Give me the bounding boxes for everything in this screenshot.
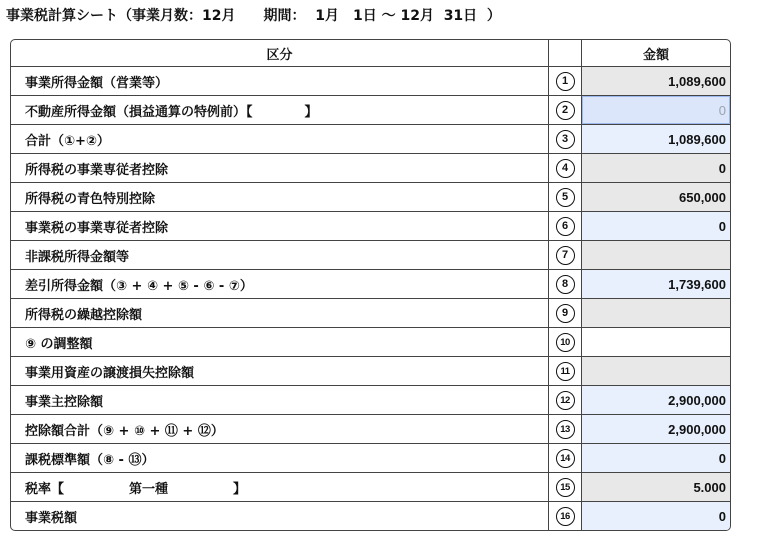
row-number-cell [549,415,582,443]
row-label: ⑨ の調整額 [11,328,549,356]
amount-field[interactable]: 2,900,000 [582,386,730,414]
row-label: 事業主控除額 [11,386,549,414]
amount-field[interactable]: 0 [582,212,730,240]
circled-number: 11 [556,362,575,381]
circled-number: 9 [556,304,575,323]
table-row [11,125,730,154]
amount-field[interactable]: 5.000 [582,473,730,501]
amount-field[interactable] [582,299,730,327]
row-number-cell [549,96,582,124]
row-label: 差引所得金額（③ + ④ + ⑤ - ⑥ - ⑦） [11,270,549,298]
table-row [11,357,730,386]
row-number-cell [549,125,582,153]
circled-number: 7 [556,246,575,265]
table-row [11,212,730,241]
amount-field[interactable]: 2,900,000 [582,415,730,443]
table-row [11,473,730,502]
table-row [11,270,730,299]
row-label: 不動産所得金額（損益通算の特例前）【 】 [11,96,549,124]
amount-field[interactable]: 0 [582,96,730,124]
table-row [11,154,730,183]
row-number-cell [549,154,582,182]
row-number-cell [549,473,582,501]
circled-number: 14 [556,449,575,468]
row-label: 課税標準額（⑧ - ⑬） [11,444,549,472]
row-number-cell [549,386,582,414]
table-body [11,67,730,530]
circled-number: 3 [556,130,575,149]
row-label: 税率【 第一種 】 [11,473,549,501]
table-row [11,386,730,415]
amount-field[interactable]: 0 [582,154,730,182]
table-row [11,96,730,125]
amount-field[interactable] [582,328,730,356]
row-number-cell [549,270,582,298]
row-number-cell [549,328,582,356]
circled-number: 6 [556,217,575,236]
table-row [11,299,730,328]
row-number-cell [549,212,582,240]
amount-field[interactable]: 0 [582,444,730,472]
row-label: 事業用資産の譲渡損失控除額 [11,357,549,385]
row-number-cell [549,502,582,530]
amount-field[interactable]: 1,739,600 [582,270,730,298]
header-amount: 金額 [642,46,669,62]
row-number-cell [549,183,582,211]
row-label: 非課税所得金額等 [11,241,549,269]
row-label: 事業税額 [11,502,549,530]
row-number-cell [549,357,582,385]
row-number-cell [549,299,582,327]
row-label: 事業所得金額（営業等） [11,67,549,95]
table-row [11,183,730,212]
circled-number: 12 [556,391,575,410]
circled-number: 2 [556,101,575,120]
amount-field[interactable]: 1,089,600 [582,125,730,153]
tax-table [10,39,731,531]
header-number [549,40,582,66]
circled-number: 5 [556,188,575,207]
table-row [11,67,730,96]
sheet-title: 事業税計算シート（事業月数：12月 期間： 1月 1日 ～ 12月 31日 ） [6,8,501,24]
header-category: 区分 [11,40,549,66]
row-label: 事業税の事業専従者控除 [11,212,549,240]
circled-number: 8 [556,275,575,294]
circled-number: 15 [556,478,575,497]
circled-number: 1 [556,72,575,91]
row-label: 所得税の青色特別控除 [11,183,549,211]
circled-number: 4 [556,159,575,178]
amount-field[interactable] [582,357,730,385]
row-label: 所得税の事業専従者控除 [11,154,549,182]
row-number-cell [549,444,582,472]
row-label: 控除額合計（⑨ + ⑩ + ⑪ + ⑫） [11,415,549,443]
table-header [11,40,730,67]
table-row [11,502,730,530]
amount-field[interactable] [582,241,730,269]
row-label: 合計（①+②） [11,125,549,153]
table-row [11,415,730,444]
circled-number: 13 [556,420,575,439]
amount-field[interactable]: 1,089,600 [582,67,730,95]
circled-number: 10 [556,333,575,352]
table-row [11,241,730,270]
row-number-cell [549,67,582,95]
circled-number: 16 [556,507,575,526]
table-row [11,444,730,473]
amount-field[interactable]: 650,000 [582,183,730,211]
table-row [11,328,730,357]
amount-field[interactable]: 0 [582,502,730,530]
row-label: 所得税の繰越控除額 [11,299,549,327]
row-number-cell [549,241,582,269]
